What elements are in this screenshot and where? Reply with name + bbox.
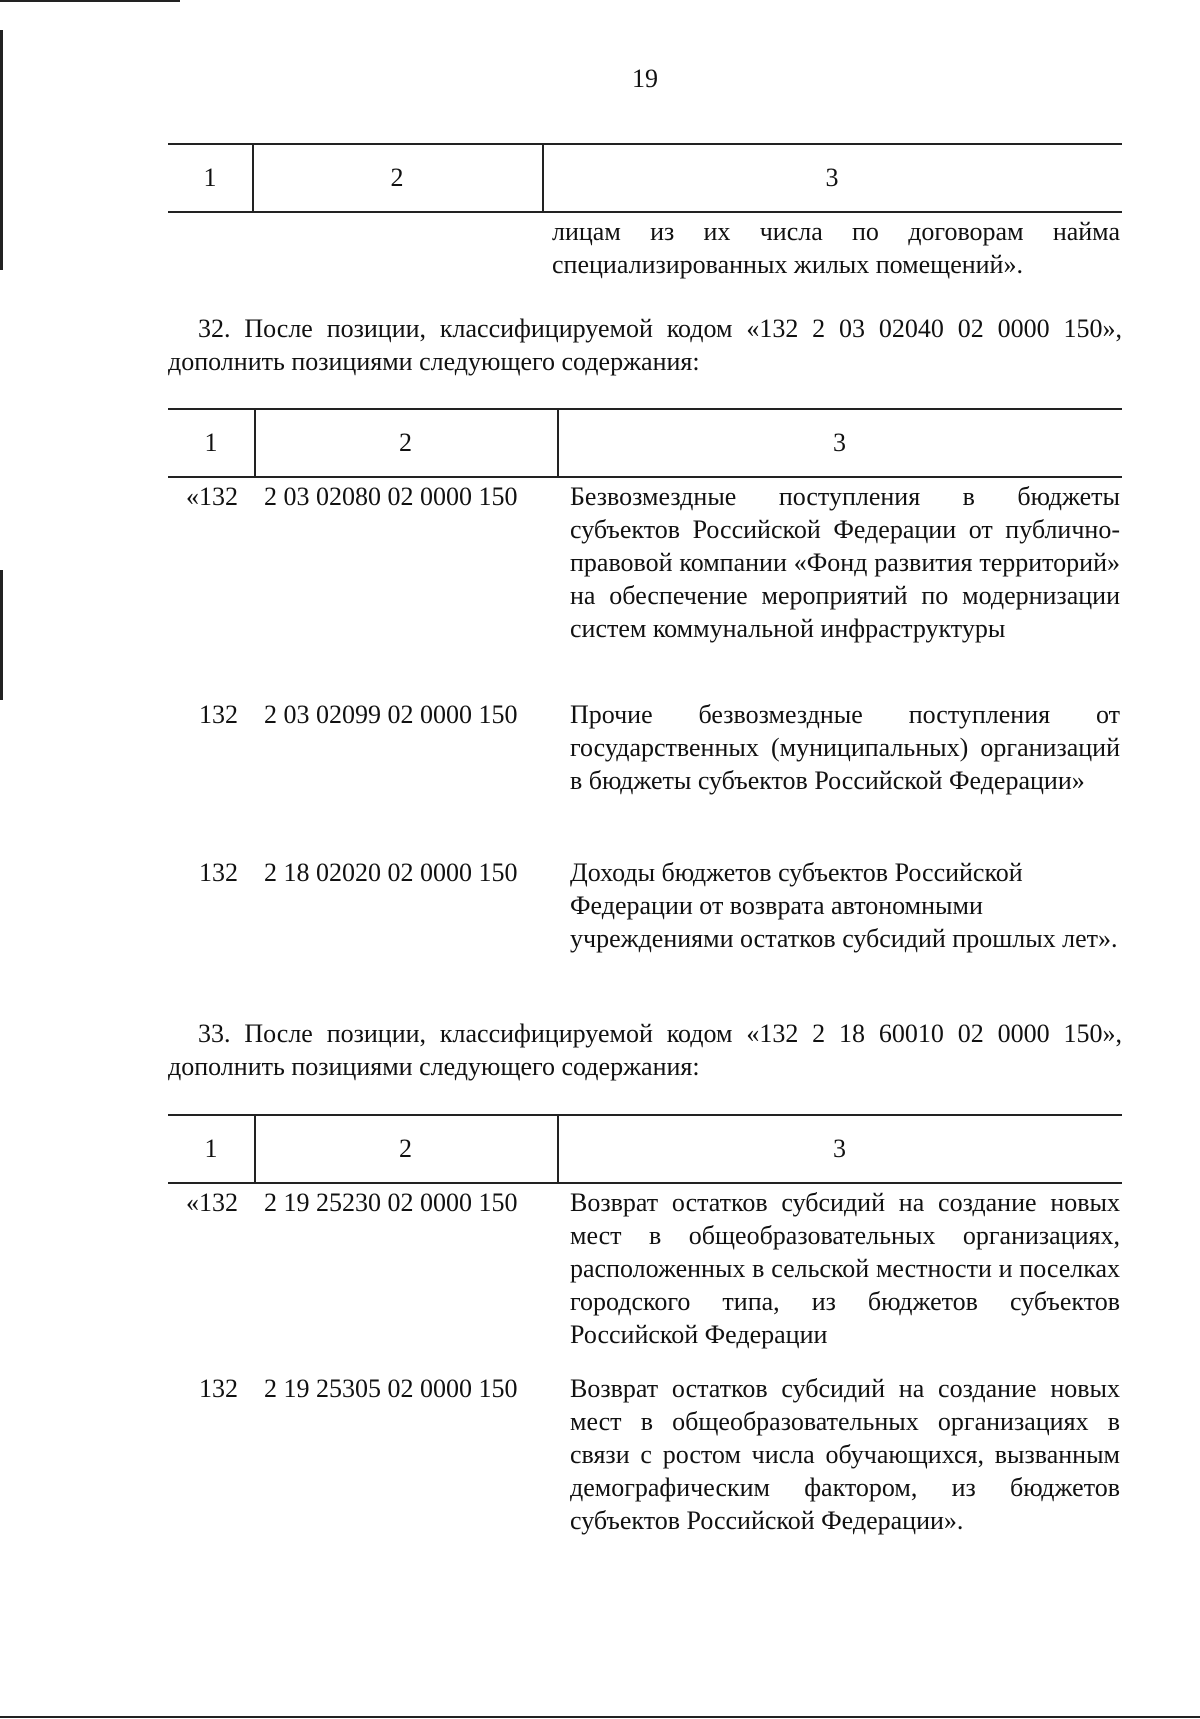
header-col1: 1 [203,163,217,192]
admin-code: «132 [186,482,238,511]
continuation-text: лицам из их числа по договорам найма специализированных жилых помещений». [552,217,1120,279]
row-description: Возврат остатков субсидий на создание новых мест в общеобразовательных организациях в связи с ростом числа обучающихся, вызванным демографическим фактором, из бюджетов субъектов Российской Федерации». [570,1374,1120,1535]
budget-code: 2 19 25230 02 0000 150 [264,1188,518,1217]
admin-code: 132 [199,700,238,729]
row-description: Прочие безвозмездные поступления от государственных (муниципальных) организаций в бюджеты субъектов Российской Федерации» [570,700,1120,795]
scan-edge-mark [0,1716,1200,1718]
header-col2: 2 [390,163,404,192]
table-header [168,1114,1122,1184]
budget-code: 2 03 02099 02 0000 150 [264,700,518,729]
budget-code: 2 03 02080 02 0000 150 [264,482,518,511]
page-number: 19 [632,64,658,93]
scan-edge-mark [0,570,3,700]
admin-code: «132 [186,1188,238,1217]
header-col1: 1 [204,428,218,457]
scan-edge-mark [0,0,180,2]
table-header [168,143,1122,213]
budget-code: 2 18 02020 02 0000 150 [264,858,518,887]
row-description: Доходы бюджетов субъектов Российской Федерации от возврата автономными учреждениями остатков субсидий прошлых лет». [570,858,1118,953]
item33-text: 33. После позиции, классифицируемой кодом «132 2 18 60010 02 0000 150», дополнить позициями следующего содержания: [168,1019,1122,1081]
header-col1: 1 [204,1134,218,1163]
row-description: Безвозмездные поступления в бюджеты субъектов Российской Федерации от публично-правовой компании «Фонд развития территорий» на обеспечение мероприятий по модернизации систем коммунальной инфраструктуры [570,482,1120,643]
table-header [168,408,1122,478]
header-col3: 3 [833,428,846,457]
header-col2: 2 [399,428,412,457]
table-item32 [168,408,1122,953]
header-col3: 3 [825,163,839,192]
admin-code: 132 [199,858,238,887]
row-description: Возврат остатков субсидий на создание новых мест в общеобразовательных организациях, расположенных в сельской местности и поселках городского типа, из бюджетов субъектов Российской Федерации [570,1188,1120,1349]
header-col2: 2 [399,1134,412,1163]
item32-text: 32. После позиции, классифицируемой кодом «132 2 03 02040 02 0000 150», дополнить позициями следующего содержания: [168,314,1122,376]
table-continuation [168,143,1122,279]
admin-code: 132 [199,1374,238,1403]
header-col3: 3 [833,1134,846,1163]
budget-code: 2 19 25305 02 0000 150 [264,1374,518,1403]
table-item33 [168,1114,1122,1535]
